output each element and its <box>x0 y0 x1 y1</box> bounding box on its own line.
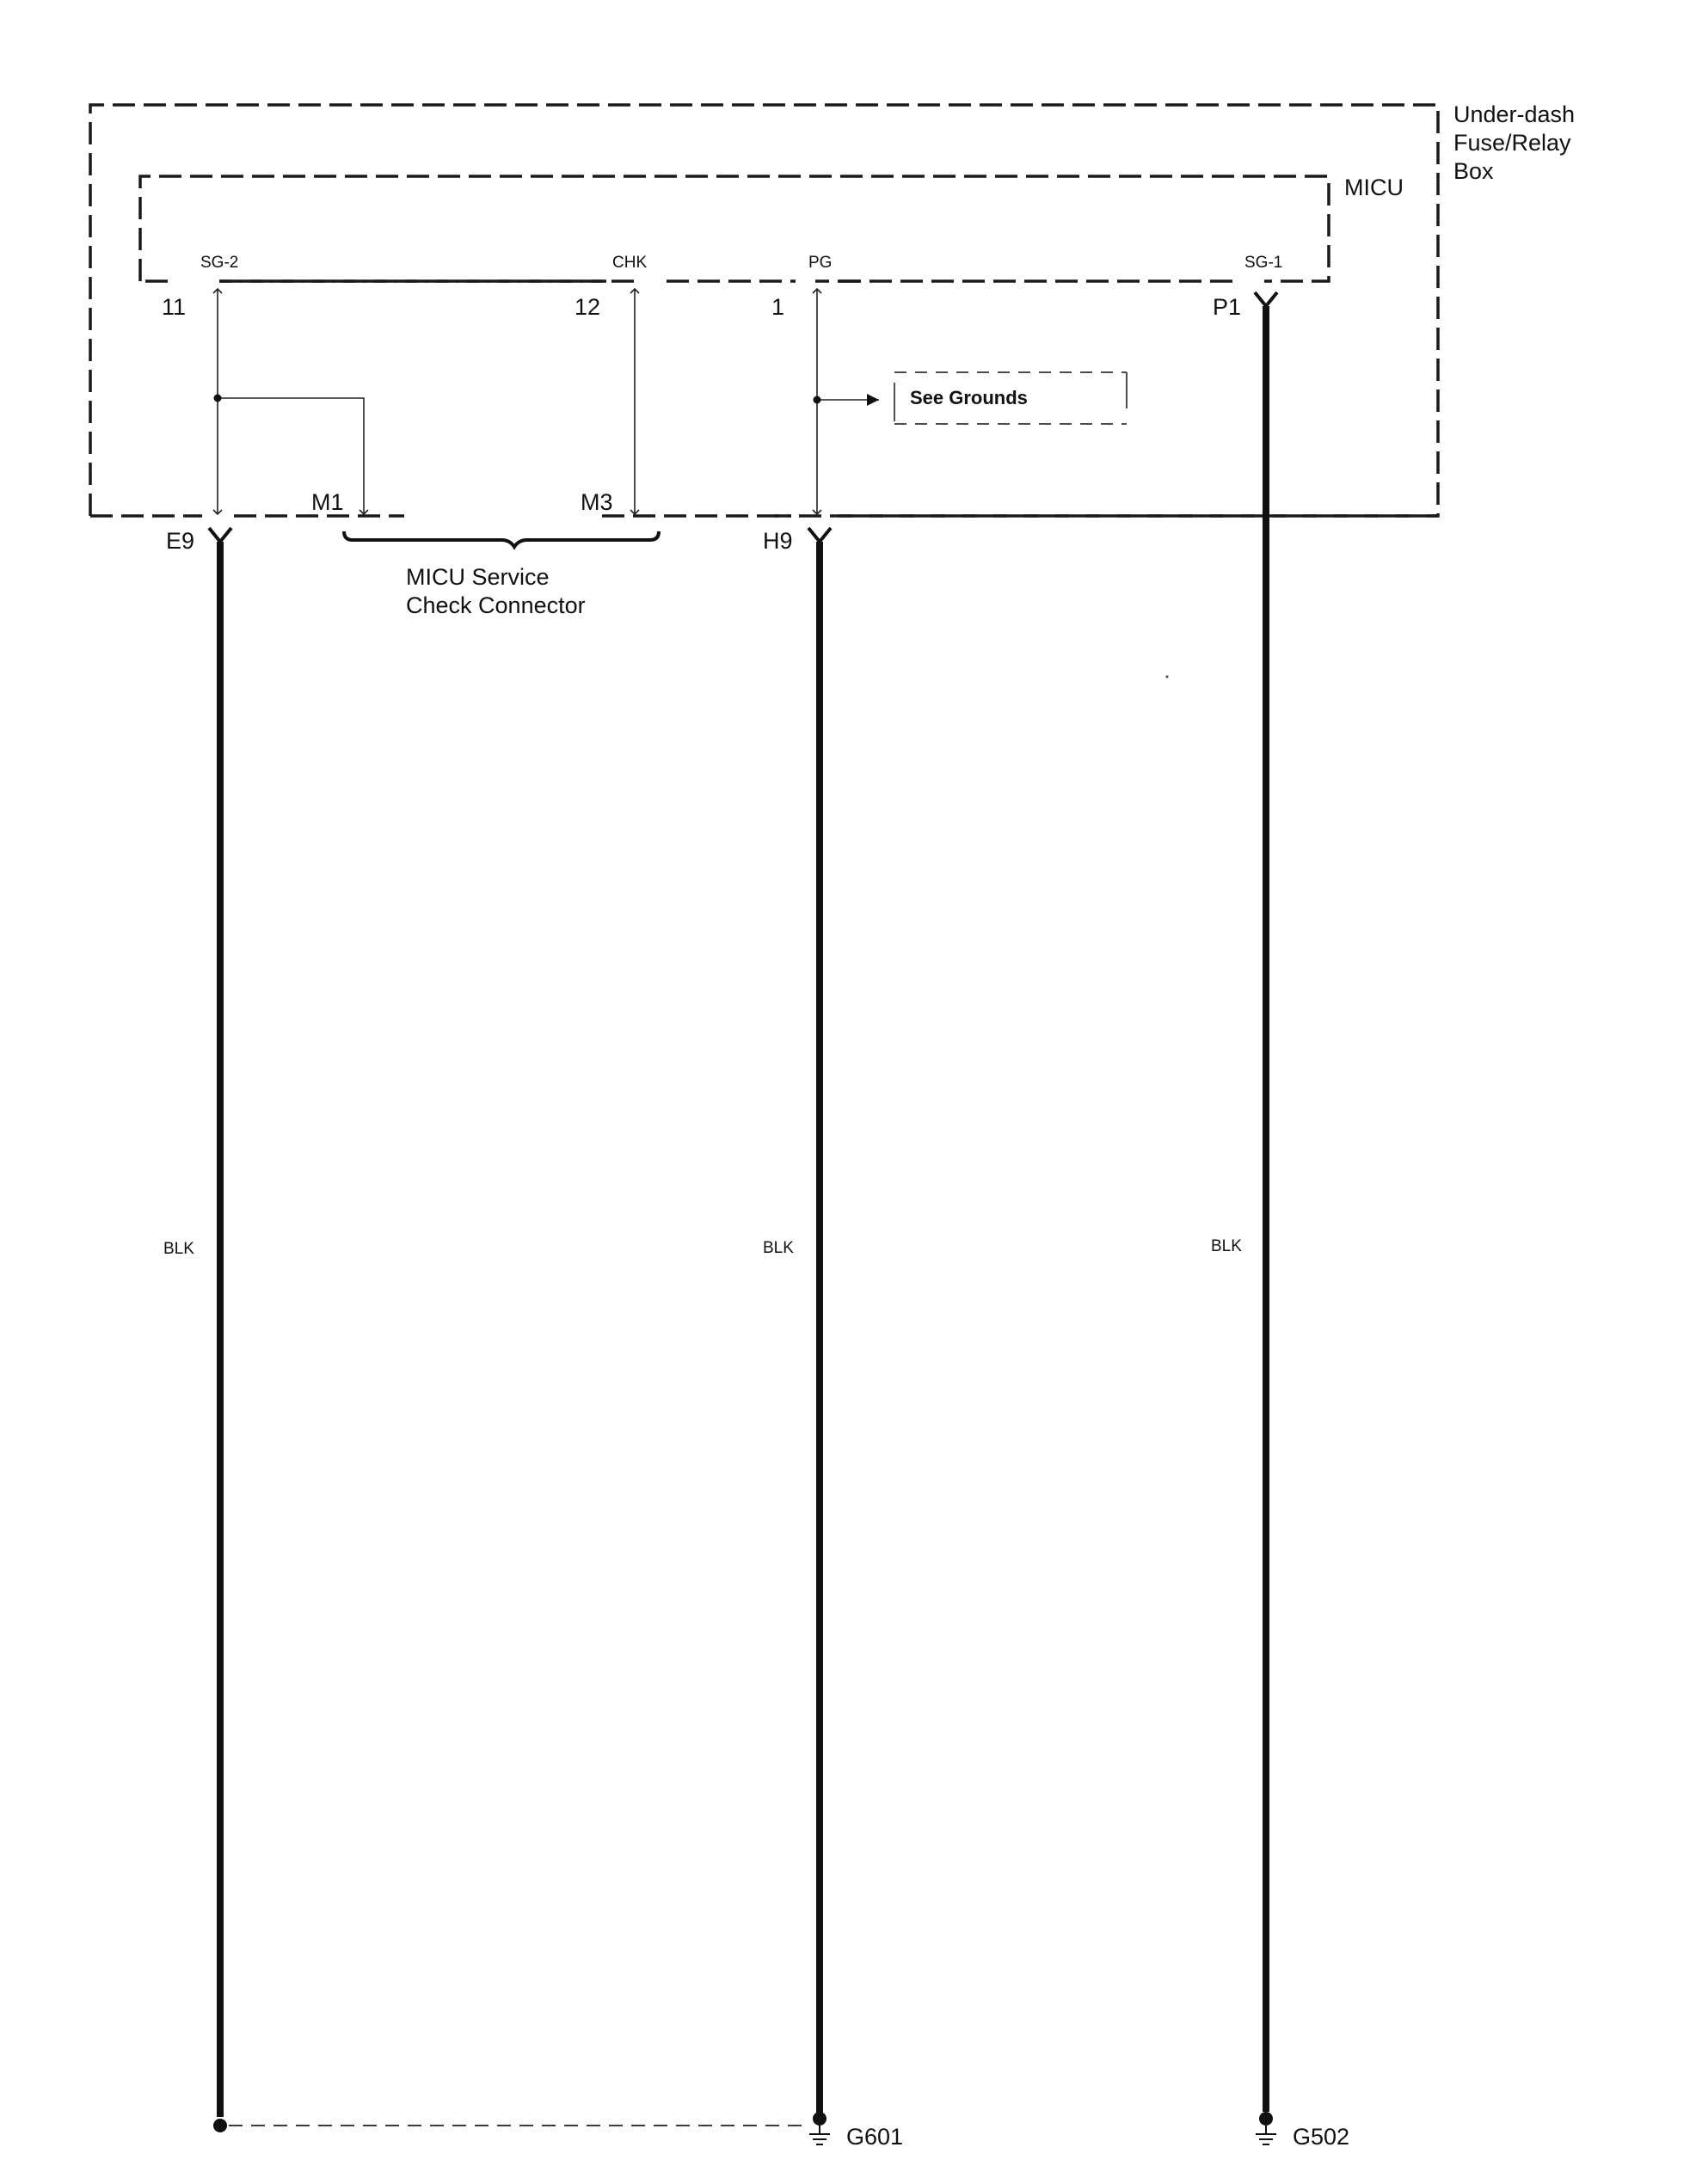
wire-color-left: BLK <box>163 1240 194 1258</box>
fuse-box-label-line2: Fuse/Relay <box>1453 130 1571 156</box>
g502-dot <box>1259 2112 1273 2126</box>
fuse-box-label-line1: Under-dash <box>1453 101 1576 127</box>
see-grounds-arrow-icon <box>867 394 879 406</box>
connector-e9-label: E9 <box>166 528 195 554</box>
g502-ground-icon <box>1256 2126 1276 2144</box>
see-grounds-box[interactable] <box>894 372 1127 424</box>
ground-wires <box>220 306 1266 2117</box>
h9-connector-icon <box>808 528 831 542</box>
service-connector-brace <box>344 531 659 547</box>
wire-color-right: BLK <box>1211 1237 1242 1255</box>
wire-color-middle: BLK <box>763 1239 794 1257</box>
pin-name-sg1: SG-1 <box>1244 254 1283 272</box>
fuse-box-label-line3: Box <box>1453 158 1494 184</box>
micu-label: MICU <box>1344 175 1404 200</box>
pin-number-1: 1 <box>771 294 785 320</box>
under-dash-fuse-relay-box <box>90 101 1575 516</box>
pin-name-chk: CHK <box>612 254 648 272</box>
pin-m3-label: M3 <box>581 489 613 515</box>
service-connector-label-line1: MICU Service <box>406 564 550 590</box>
micu-box <box>140 175 1404 281</box>
sg2-splice-dot <box>214 395 222 402</box>
e9-connector-icon <box>209 528 231 542</box>
g601-dot <box>813 2112 826 2126</box>
pin-number-11: 11 <box>162 294 187 320</box>
pin-name-pg: PG <box>808 254 833 272</box>
internal-connections <box>214 289 880 514</box>
stray-dot <box>1166 676 1169 678</box>
p1-connector-icon <box>1255 292 1277 306</box>
e9-ground-dot <box>213 2119 227 2132</box>
connector-p1-label: P1 <box>1213 294 1242 320</box>
ground-g502-label: G502 <box>1293 2124 1350 2150</box>
service-connector-label-line2: Check Connector <box>406 592 586 618</box>
ground-g601-label: G601 <box>846 2124 904 2150</box>
ground-connections <box>213 2112 1349 2150</box>
pg-splice-dot <box>814 396 821 404</box>
g601-ground-icon <box>809 2126 830 2144</box>
pin-number-12: 12 <box>575 294 601 320</box>
see-grounds-label[interactable]: See Grounds <box>910 387 1028 408</box>
connector-h9-label: H9 <box>763 528 793 554</box>
pin-name-sg2: SG-2 <box>200 254 239 272</box>
connector-symbols <box>209 292 1277 542</box>
pin-m1-label: M1 <box>311 489 344 515</box>
